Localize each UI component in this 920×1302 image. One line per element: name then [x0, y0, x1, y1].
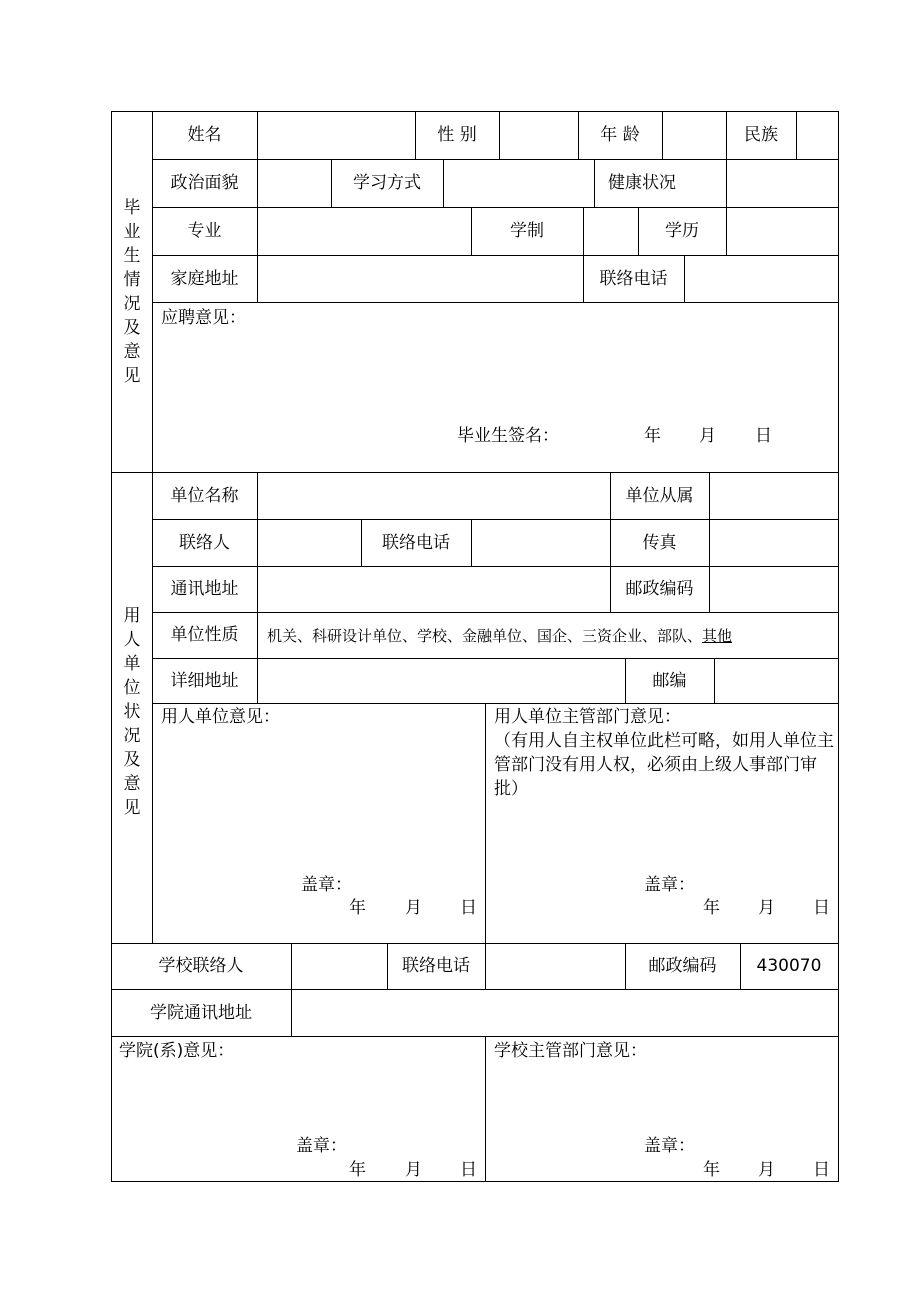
fax-field[interactable]	[710, 520, 838, 566]
col-line	[257, 612, 258, 658]
school-contact-label: 学校联络人	[158, 956, 244, 976]
college-opinion-field[interactable]	[112, 1064, 485, 1134]
graduate-sign-month: 月	[699, 426, 716, 446]
school-dept-date-day: 日	[813, 1160, 830, 1180]
gender-field[interactable]	[500, 112, 578, 159]
study-mode-label: 学习方式	[353, 173, 421, 193]
ethnicity-field[interactable]	[797, 112, 838, 159]
unit-nature-options[interactable]	[267, 626, 732, 646]
graduate-sign-year: 年	[644, 426, 661, 446]
border-bottom	[111, 1181, 839, 1182]
employer-phone-label: 联络电话	[382, 532, 450, 553]
political-field[interactable]	[258, 160, 331, 207]
age-label: 年 龄	[600, 125, 640, 145]
health-field[interactable]	[727, 160, 838, 207]
unit-opinion-label: 用人单位意见：	[161, 707, 280, 727]
dept-date-day: 日	[813, 898, 830, 918]
zip-label: 邮编	[652, 670, 687, 691]
school-dept-date-year: 年	[703, 1160, 720, 1180]
employer-postcode-field[interactable]	[710, 567, 838, 612]
employer-contact-label: 联络人	[179, 532, 230, 553]
row-line	[152, 302, 838, 303]
home-address-label: 家庭地址	[170, 268, 239, 289]
unit-date-year: 年	[349, 898, 366, 918]
unit-affiliation-field[interactable]	[710, 473, 838, 519]
major-label: 专业	[187, 221, 222, 241]
section-label-employer: 用人单位状况及意见	[123, 606, 141, 818]
home-address-field[interactable]	[258, 256, 583, 302]
detail-address-label: 详细地址	[170, 670, 239, 691]
school-dept-opinion-field[interactable]	[486, 1064, 838, 1134]
college-address-label: 学院通讯地址	[150, 1002, 252, 1023]
major-field[interactable]	[258, 208, 471, 255]
study-mode-field[interactable]	[444, 160, 594, 207]
graduate-phone-label: 联络电话	[599, 268, 668, 289]
application-opinion-field[interactable]	[153, 330, 838, 420]
graduate-phone-field[interactable]	[685, 256, 838, 302]
college-date-year: 年	[349, 1160, 366, 1180]
section-label-graduate: 毕业生情况及意见	[123, 198, 141, 386]
duration-label: 学制	[510, 221, 544, 241]
gender-label: 性 别	[437, 125, 477, 145]
unit-date-month: 月	[405, 898, 422, 918]
dept-date-month: 月	[758, 898, 775, 918]
dept-seal-label: 盖章：	[644, 875, 695, 895]
political-label: 政治面貌	[170, 173, 239, 193]
graduate-sign-day: 日	[755, 426, 772, 446]
school-phone-label: 联络电话	[402, 956, 470, 976]
unit-nature-label: 单位性质	[170, 625, 239, 645]
college-date-day: 日	[460, 1160, 477, 1180]
college-date-month: 月	[405, 1160, 422, 1180]
unit-name-field[interactable]	[258, 473, 610, 519]
name-field[interactable]	[258, 112, 415, 159]
school-dept-seal-label: 盖章：	[644, 1136, 695, 1156]
school-phone-field[interactable]	[486, 944, 625, 989]
col-line	[485, 703, 486, 943]
unit-nature-options-text: 机关、科研设计单位、学校、金融单位、国企、三资企业、部队、	[267, 627, 703, 645]
unit-seal-label: 盖章：	[301, 875, 352, 895]
health-label: 健康状况	[608, 173, 676, 193]
school-postcode-value: 430070	[756, 956, 822, 976]
mail-address-field[interactable]	[258, 567, 610, 612]
college-seal-label: 盖章：	[296, 1136, 347, 1156]
unit-affiliation-label: 单位从属	[625, 485, 694, 506]
zip-field[interactable]	[715, 659, 838, 703]
application-opinion-label: 应聘意见：	[161, 308, 246, 328]
detail-address-field[interactable]	[258, 659, 625, 703]
dept-opinion-label: 用人单位主管部门意见：	[494, 707, 681, 727]
employer-phone-field[interactable]	[472, 520, 610, 566]
age-field[interactable]	[663, 112, 726, 159]
fax-label: 传真	[642, 532, 677, 553]
school-contact-field[interactable]	[292, 944, 387, 989]
row-line	[111, 1036, 838, 1037]
unit-name-label: 单位名称	[170, 485, 239, 506]
dept-date-year: 年	[703, 898, 720, 918]
college-address-field[interactable]	[292, 990, 838, 1036]
school-dept-date-month: 月	[758, 1160, 775, 1180]
unit-date-day: 日	[460, 898, 477, 918]
border-right	[838, 111, 839, 1182]
mail-address-label: 通讯地址	[170, 579, 239, 599]
ethnicity-label: 民族	[744, 125, 778, 145]
dept-opinion-note: （有用人自主权单位此栏可略，如用人单位主管部门没有用人权，必须由上级人事部门审批）	[494, 731, 834, 799]
unit-opinion-field[interactable]	[153, 730, 485, 870]
school-postcode-label: 邮政编码	[648, 956, 717, 976]
employer-postcode-label: 邮政编码	[625, 579, 694, 599]
degree-label: 学历	[665, 221, 699, 241]
row-line	[152, 703, 838, 704]
name-label: 姓名	[187, 125, 222, 145]
school-dept-opinion-label: 学校主管部门意见：	[494, 1041, 647, 1061]
unit-nature-other[interactable]: 其他	[702, 627, 733, 645]
college-opinion-label: 学院(系)意见：	[119, 1041, 235, 1061]
graduate-signature-label: 毕业生签名：	[457, 426, 559, 446]
employer-contact-field[interactable]	[258, 520, 361, 566]
degree-field[interactable]	[727, 208, 838, 255]
duration-field[interactable]	[584, 208, 638, 255]
